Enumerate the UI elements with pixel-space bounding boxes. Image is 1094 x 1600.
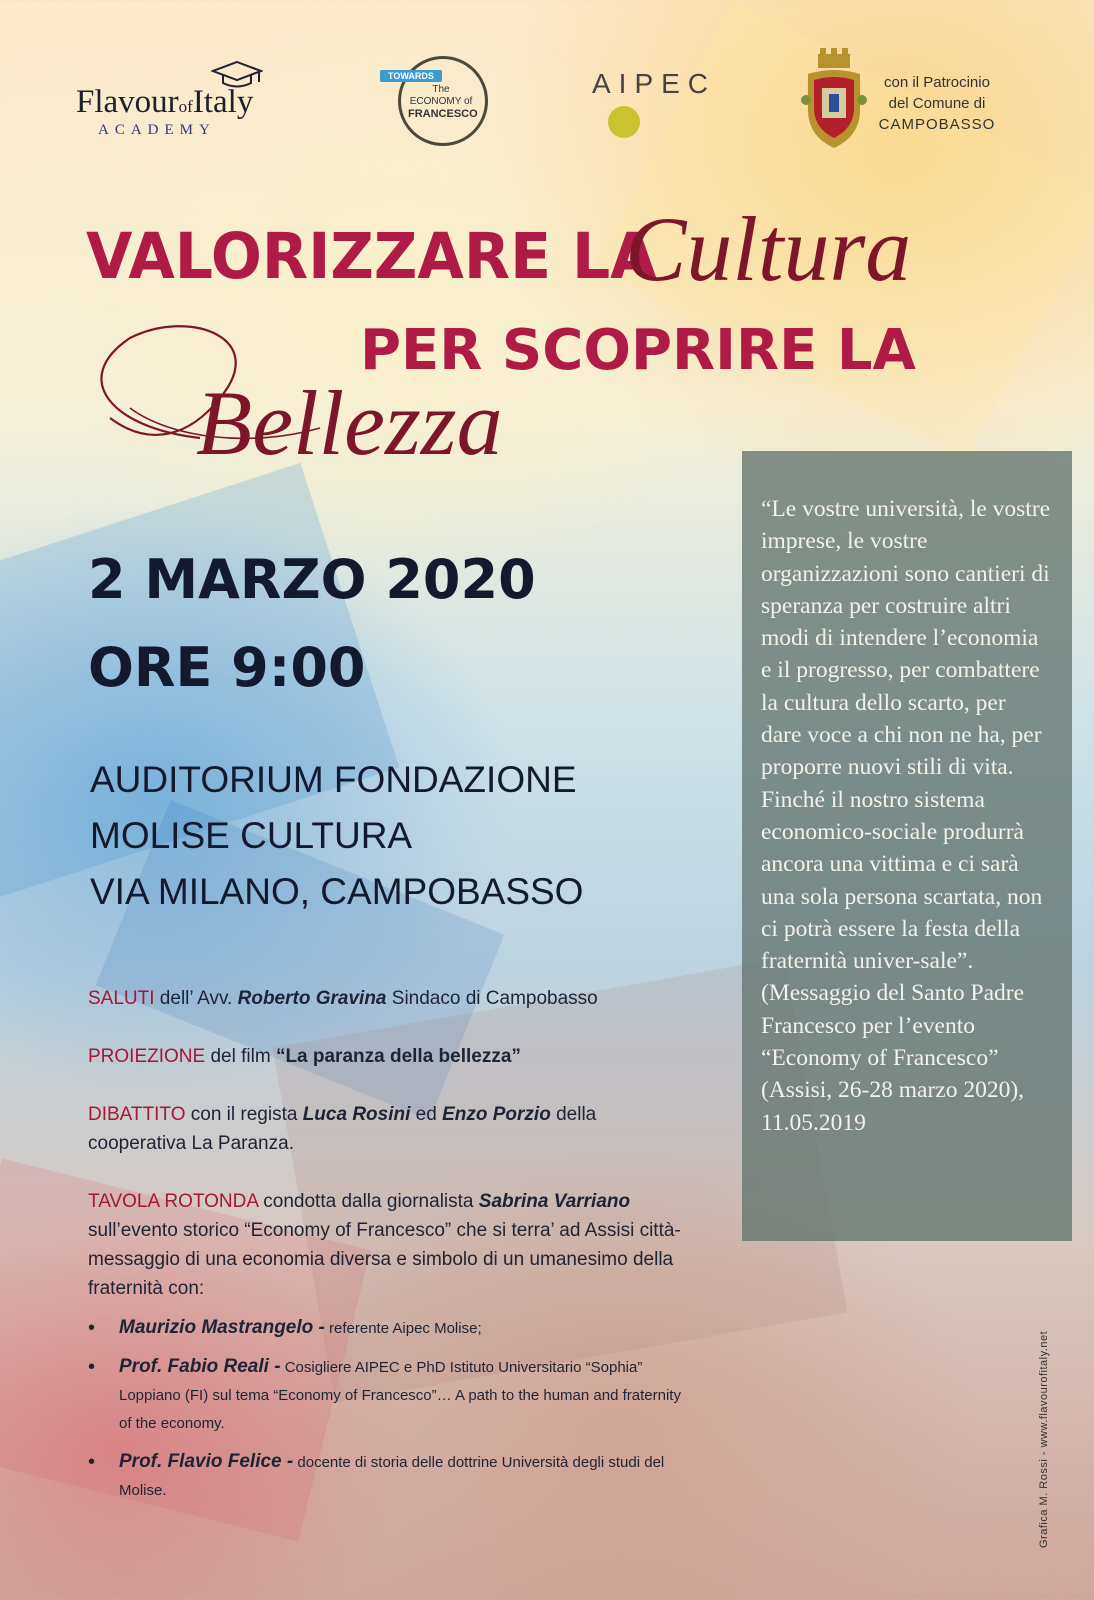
flavour-of-italy-logo — [76, 60, 296, 140]
event-venue — [90, 752, 583, 920]
program-tavola-rotonda: TAVOLA ROTONDA condotta dalla giornalista Sabrina Varriano sull’evento storico “Economy of Francesco” che si terra’ ad Assisi città-messaggio di una economia diversa e simbolo di un umanesimo della fraternità con: — [88, 1191, 681, 1299]
logo-text: The ECONOMY of FRANCESCO — [408, 84, 478, 120]
pope-quote: “Le vostre università, le vostre imprese, le vostre organizzazioni sono cantieri di speranza per costruire altri modi di intendere l’economia e il progresso, per combattere la cultura dello scarto, per dare voce a chi non ne ha, per proporre nuovi stili di vita. Finché il nostro sistema economico-sociale produrrà ancora una vittima e ci sarà una sola persona scartata, non ci potrà essere la festa della fraternità univer-sale”. (Messaggio del Santo Padre Francesco per l’evento “Economy of Francesco” (Assisi, 26-28 marzo 2020), 11.05.2019 — [761, 496, 1051, 1136]
speaker-item: • Prof. Flavio Felice - docente di storia delle dottrine Università degli studi del Molise. — [88, 1448, 688, 1505]
title-line-1: VALORIZZARE LA — [86, 220, 657, 294]
program-dibattito: DIBATTITO con il regista Luca Rosini ed Enzo Porzio della cooperativa La Paranza. — [88, 1104, 597, 1154]
program-proiezione: PROIEZIONE del film “La paranza della bellezza” — [88, 1046, 521, 1067]
logo-ribbon: TOWARDS — [380, 70, 442, 82]
aipec-logo — [592, 68, 722, 138]
speaker-item: • Maurizio Mastrangelo - referente Aipec Molise; — [88, 1314, 688, 1343]
campobasso-crest-icon — [800, 48, 868, 152]
patrocinio-text: con il Patrocinio del Comune di CAMPOBASSO — [878, 74, 996, 133]
program — [88, 984, 688, 1515]
logo-academy: ACADEMY — [98, 122, 216, 138]
speaker-list — [88, 1314, 688, 1505]
design-credit: Grafica M. Rossi - www.flavourofitaly.net — [1038, 1330, 1050, 1548]
economy-of-francesco-logo — [380, 54, 490, 149]
title-line-2: PER SCOPRIRE LA — [360, 318, 916, 383]
title-cultura-script: Cultura — [625, 198, 912, 300]
title-bellezza-script: Bellezza — [196, 372, 503, 474]
venue-line: MOLISE CULTURA — [90, 815, 413, 856]
aipec-wordmark: AIPEC — [592, 68, 717, 99]
event-date: 2 MARZO 2020 — [88, 548, 536, 611]
logo-name: FlavourofItaly — [76, 84, 254, 120]
venue-line: AUDITORIUM FONDAZIONE — [90, 759, 577, 800]
aipec-dot-icon — [608, 106, 640, 138]
venue-line: VIA MILANO, CAMPOBASSO — [90, 871, 584, 912]
program-saluti: SALUTI dell’ Avv. Roberto Gravina Sindaco di Campobasso — [88, 988, 598, 1009]
speaker-item: • Prof. Fabio Reali - Cosigliere AIPEC e PhD Istituto Universitario “Sophia” Loppiano (FI) sul tema “Economy of Francesco”… A path to the human and fraternity of the economy. — [88, 1353, 688, 1438]
event-time: ORE 9:00 — [88, 636, 366, 699]
